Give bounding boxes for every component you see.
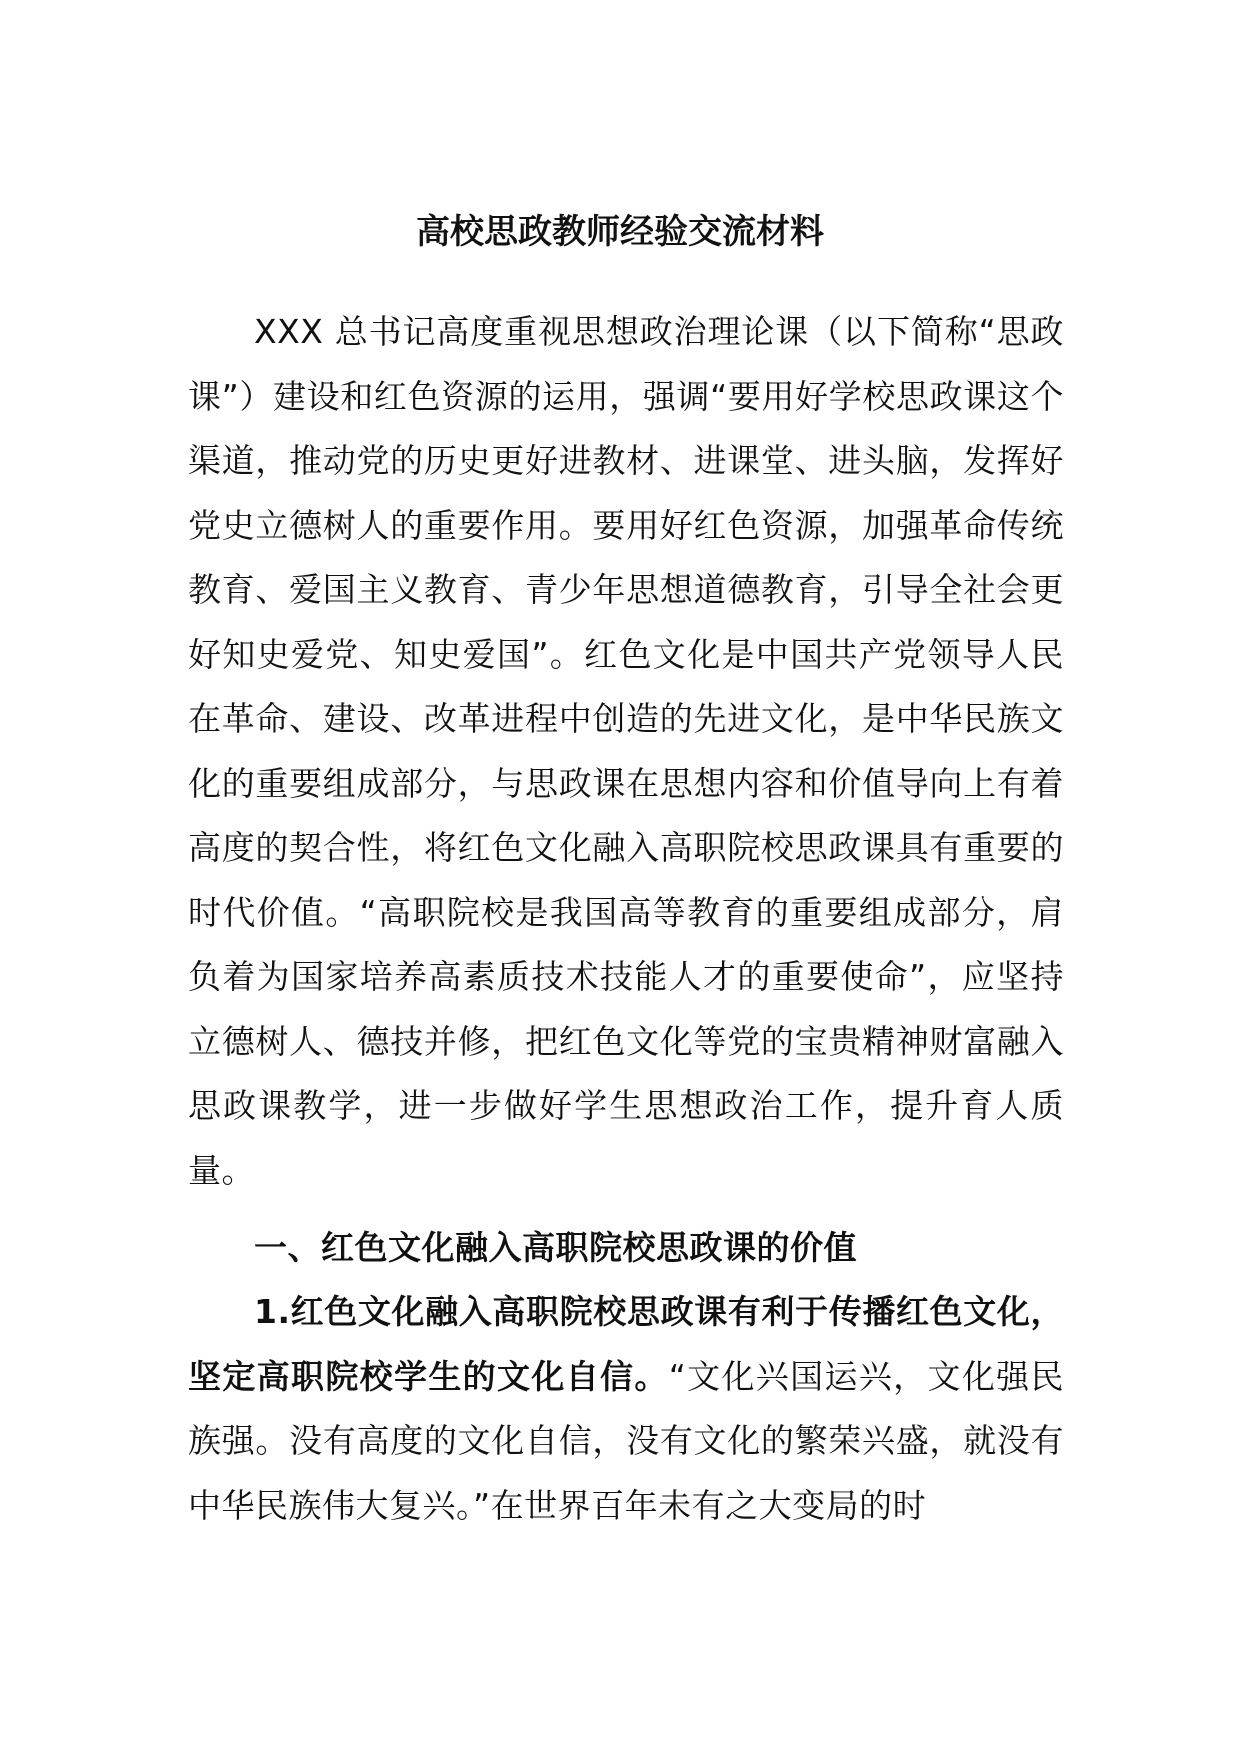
section-1-heading: 一、红色文化融入高职院校思政课的价值 <box>254 1228 857 1267</box>
section-1 <box>188 1216 1064 1281</box>
intro-paragraph: XXX 总书记高度重视思想政治理论课（以下简称“思政课”）建设和红色资源的运用，强调“要用好学校思政课这个渠道，推动党的历史更好进教材、进课堂、进头脑，发挥好党史立德树人的重要作用。要用好红色资源，加强革命传统教育、爱国主义教育、青少年思想道德教育，引导全社会更好知史爱党、知史爱国”。红色文化是中国共产党领导人民在革命、建设、改革进程中创造的先进文化，是中华民族文化的重要组成部分，与思政课在思想内容和价值导向上有着高度的契合性，将红色文化融入高职院校思政课具有重要的时代价值。“高职院校是我国高等教育的重要组成部分，肩负着为国家培养高素质技术技能人才的重要使命”，应坚持立德树人、德技并修，把红色文化等党的宝贵精神财富融入思政课教学，进一步做好学生思想政治工作，提升育人质量。 <box>188 312 1064 1190</box>
subsection-1-lead: 1.红色文化融入高职院校思政课有利于传播红色文化，坚定高职院校学生的文化自信。 <box>188 1292 1064 1396</box>
subsection-1-paragraph <box>188 1280 1064 1538</box>
subsection-1 <box>188 1280 1064 1538</box>
subsection-1-text: “文化兴国运兴，文化强民族强。没有高度的文化自信，没有文化的繁荣兴盛，就没有中华民族伟大复兴。”在世界百年未有之大变局的时 <box>188 1356 1064 1525</box>
document-title: 高校思政教师经验交流材料 <box>416 212 824 252</box>
intro-section <box>188 300 1064 1203</box>
